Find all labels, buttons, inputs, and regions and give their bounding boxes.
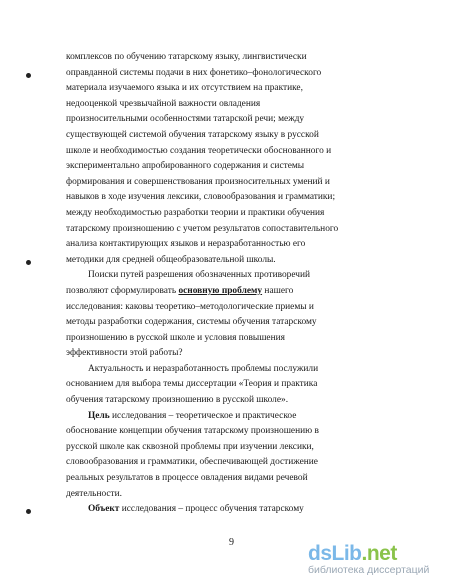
text-line: русской школе как сквозной проблемы при изучении лексики, [66, 441, 314, 452]
dslib-watermark[interactable] [308, 543, 442, 577]
text-line: Актуальность и неразработанность проблемы послужили [88, 363, 319, 374]
text-line: экспериментально апробированного содержания и системы [66, 161, 305, 172]
text-fragment: позволяют сформулировать [66, 285, 177, 296]
logo-domain: .net [361, 542, 397, 565]
text-fragment: исследования – теоретическое и практическое [112, 410, 297, 421]
page-number: 9 [229, 537, 234, 548]
binding-hole-mark [26, 260, 31, 265]
binding-hole-mark [26, 509, 31, 514]
text-line: существующей системой обучения татарскому языку в русской [66, 129, 319, 140]
logo-text: dsLib [308, 542, 362, 565]
text-line: произношению в русской школе и условия повышения [66, 332, 285, 343]
text-line: между необходимостью разработки теории и практики обучения [66, 207, 325, 218]
text-line: произносительными особенностями татарской речи; между [66, 114, 305, 125]
text-line: татарскому произношению с учетом результатов сопоставительного [66, 223, 339, 234]
text-line: исследования: каковы теоретико–методологические приемы и [66, 301, 314, 312]
text-line [66, 409, 401, 425]
text-line: методики для средней общеобразовательной школы. [66, 254, 276, 265]
text-line: обучения татарскому произношению в русской школе». [66, 395, 289, 406]
text-line: анализа контактирующих языков и неразработанностью его [66, 239, 306, 250]
text-fragment: нашего [264, 285, 294, 296]
text-line: формирования и совершенствования произносительных умений и [66, 176, 330, 187]
text-line: основанием для выбора темы диссертации «Теория и практика [66, 379, 318, 390]
text-fragment: исследования – процесс обучения татарскому [121, 504, 304, 515]
watermark-subtitle: библиотека диссертаций [308, 564, 430, 576]
key-term-problem: основную проблему [178, 285, 263, 296]
binding-hole-mark [26, 73, 31, 78]
text-line [66, 502, 401, 518]
body-text [66, 50, 401, 518]
text-line: недооценкой чрезвычайной важности овладения [66, 98, 261, 109]
text-line: обоснование концепции обучения татарскому произношению в [66, 426, 319, 437]
text-line: школе и необходимостью создания теоретически обоснованного и [66, 145, 332, 156]
text-line [66, 284, 401, 300]
dslib-logo [308, 543, 397, 565]
text-line: методы разработки содержания, системы обучения татарскому [66, 317, 317, 328]
text-line: реальных результатов в процессе овладения видами речевой [66, 473, 308, 484]
text-line: деятельности. [66, 488, 123, 499]
text-line: оправданной системы подачи в них фонетико–фонологического [66, 67, 322, 78]
key-term-goal: Цель [88, 410, 110, 421]
text-line: материала изучаемого языка и их отсутствием на практике, [66, 83, 303, 94]
text-line: навыков в ходе изучения лексики, словообразования и грамматики; [66, 192, 336, 203]
text-line: эффективности этой работы? [66, 348, 183, 359]
text-line: Поиски путей разрешения обозначенных противоречий [88, 270, 311, 281]
text-line: словообразования и грамматики, обеспечивающей достижение [66, 457, 318, 468]
text-line: комплексов по обучению татарскому языку, лингвистически [66, 52, 307, 62]
key-term-object: Объект [88, 504, 120, 515]
